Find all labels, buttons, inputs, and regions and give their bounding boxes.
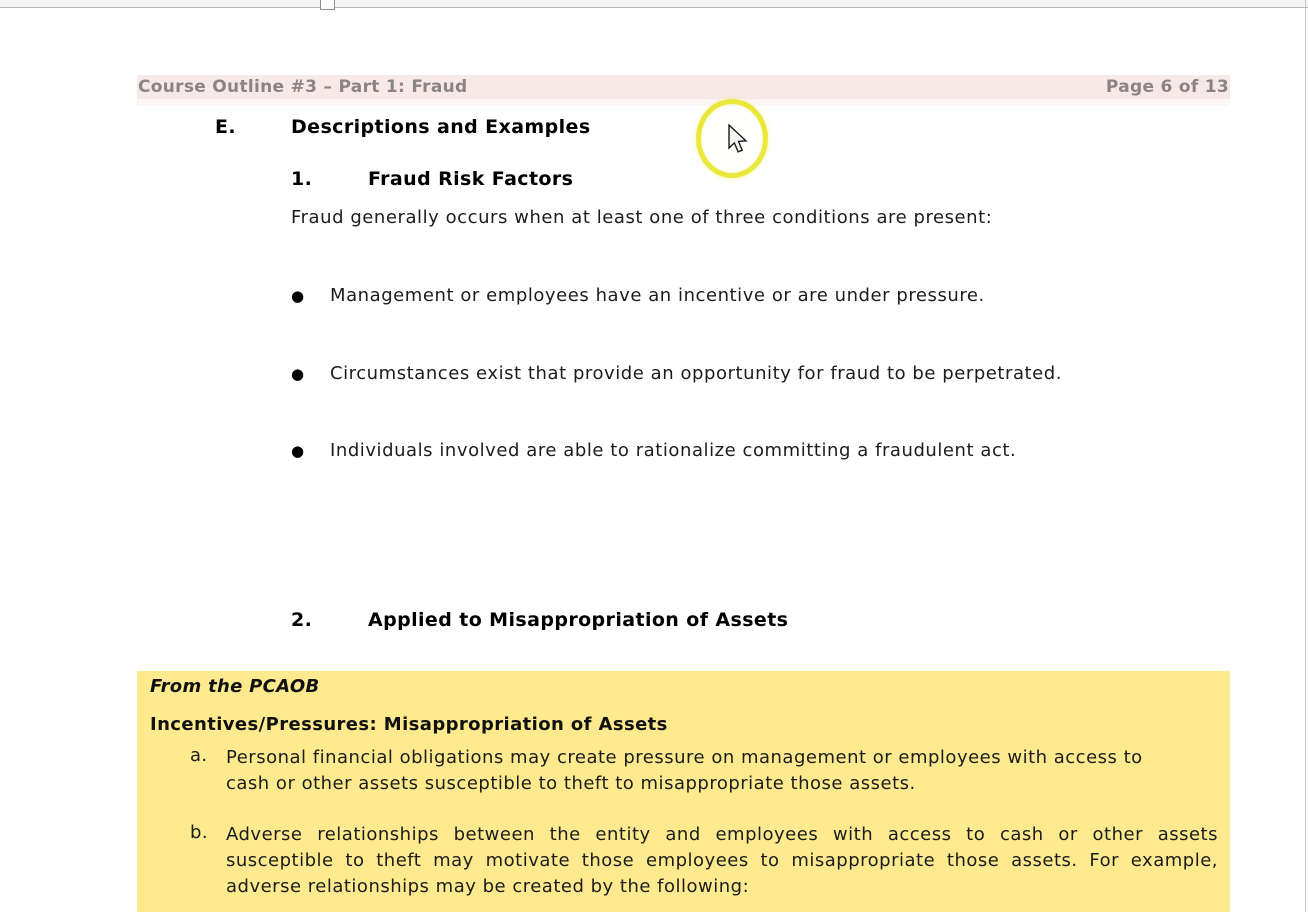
bullet-item xyxy=(291,363,1062,384)
scroll-area-border xyxy=(1305,0,1306,912)
bullet-icon: ● xyxy=(291,287,305,305)
bullet-item xyxy=(291,285,985,306)
section-heading-title: Descriptions and Examples xyxy=(291,116,591,138)
toolbar-partial-control[interactable] xyxy=(320,0,335,10)
pcaob-callout-box xyxy=(137,671,1230,912)
callout-heading: Incentives/Pressures: Misappropriation of Assets xyxy=(150,714,668,735)
section-heading xyxy=(215,116,591,138)
bullet-text: Individuals involved are able to rationalize committing a fraudulent act. xyxy=(330,440,1017,461)
bullet-text: Management or employees have an incentive or are under pressure. xyxy=(330,285,985,306)
bullet-text: Circumstances exist that provide an opportunity for fraud to be perpetrated. xyxy=(330,363,1063,384)
subsection-2-heading xyxy=(291,609,788,631)
bullet-icon: ● xyxy=(291,365,305,383)
bullet-item xyxy=(291,440,1016,461)
callout-list-item xyxy=(190,745,1218,797)
intro-paragraph: Fraud generally occurs when at least one of three conditions are present: xyxy=(291,207,993,228)
callout-list-item xyxy=(190,822,1218,900)
header-page-indicator: Page 6 of 13 xyxy=(1105,77,1229,97)
mouse-cursor-icon xyxy=(726,124,748,156)
subsection-1-label: 1. xyxy=(291,168,313,190)
bullet-icon: ● xyxy=(291,442,305,460)
document-header-bar xyxy=(137,75,1230,99)
subsection-1-heading xyxy=(291,168,573,190)
callout-item-label: b. xyxy=(190,822,208,843)
callout-item-label: a. xyxy=(190,745,208,766)
callout-item-text: Adverse relationships between the entity and employees with access to cash or other assets susceptible to theft may motivate those employees to misappropriate those assets. For example, adverse relationships may be created by the following: xyxy=(226,824,1218,897)
subsection-2-label: 2. xyxy=(291,609,313,631)
document-header-fade xyxy=(137,99,1230,106)
toolbar-bottom-edge xyxy=(0,0,1308,8)
header-title: Course Outline #3 – Part 1: Fraud xyxy=(138,77,468,97)
click-highlight-ring xyxy=(696,99,768,178)
subsection-1-title: Fraud Risk Factors xyxy=(368,168,574,190)
subsection-2-title: Applied to Misappropriation of Assets xyxy=(368,609,789,631)
section-heading-label: E. xyxy=(215,116,236,138)
callout-source-line: From the PCAOB xyxy=(150,676,320,697)
callout-item-text: Personal financial obligations may create pressure on management or employees with access to cash or other assets susceptible to theft to misappropriate those assets. xyxy=(226,747,1143,794)
